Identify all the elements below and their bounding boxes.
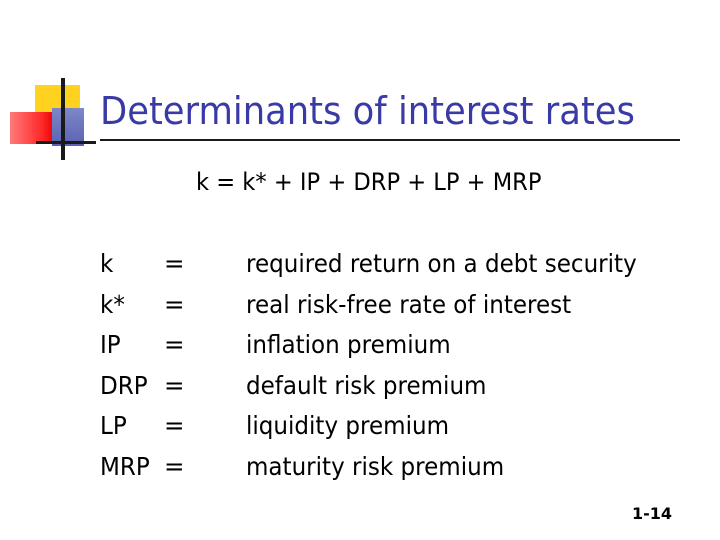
vertical-rule (61, 78, 65, 160)
horizontal-rule (36, 141, 96, 144)
definition-description: maturity risk premium (246, 451, 505, 481)
corner-decoration (0, 0, 110, 170)
equals-sign: = (164, 330, 185, 359)
definition-symbol: MRP (100, 451, 150, 481)
definition-row (100, 369, 690, 410)
definition-symbol: k (100, 249, 114, 278)
definition-description: real risk-free rate of interest (246, 289, 572, 319)
title-underline (100, 139, 680, 141)
equation: k = k* + IP + DRP + LP + MRP (196, 168, 542, 196)
definition-description: liquidity premium (246, 411, 450, 440)
slide-title: Determinants of interest rates (100, 89, 635, 133)
definition-symbol: k* (100, 289, 125, 319)
definitions-list (100, 247, 690, 490)
definition-symbol: LP (100, 411, 127, 440)
definition-symbol: DRP (100, 370, 148, 400)
equals-sign: = (164, 249, 185, 278)
definition-symbol: IP (100, 330, 121, 359)
equals-sign: = (164, 370, 185, 400)
equals-sign: = (164, 411, 185, 440)
definition-description: inflation premium (246, 330, 451, 359)
definition-row (100, 288, 690, 329)
definition-row (100, 409, 690, 450)
equals-sign: = (164, 451, 185, 481)
definition-description: required return on a debt security (246, 249, 637, 278)
definition-row (100, 247, 690, 288)
equals-sign: = (164, 289, 185, 319)
page-number: 1-14 (632, 504, 673, 523)
definition-row (100, 328, 690, 369)
definition-row (100, 450, 690, 491)
red-square (10, 112, 55, 144)
definition-description: default risk premium (246, 370, 487, 400)
